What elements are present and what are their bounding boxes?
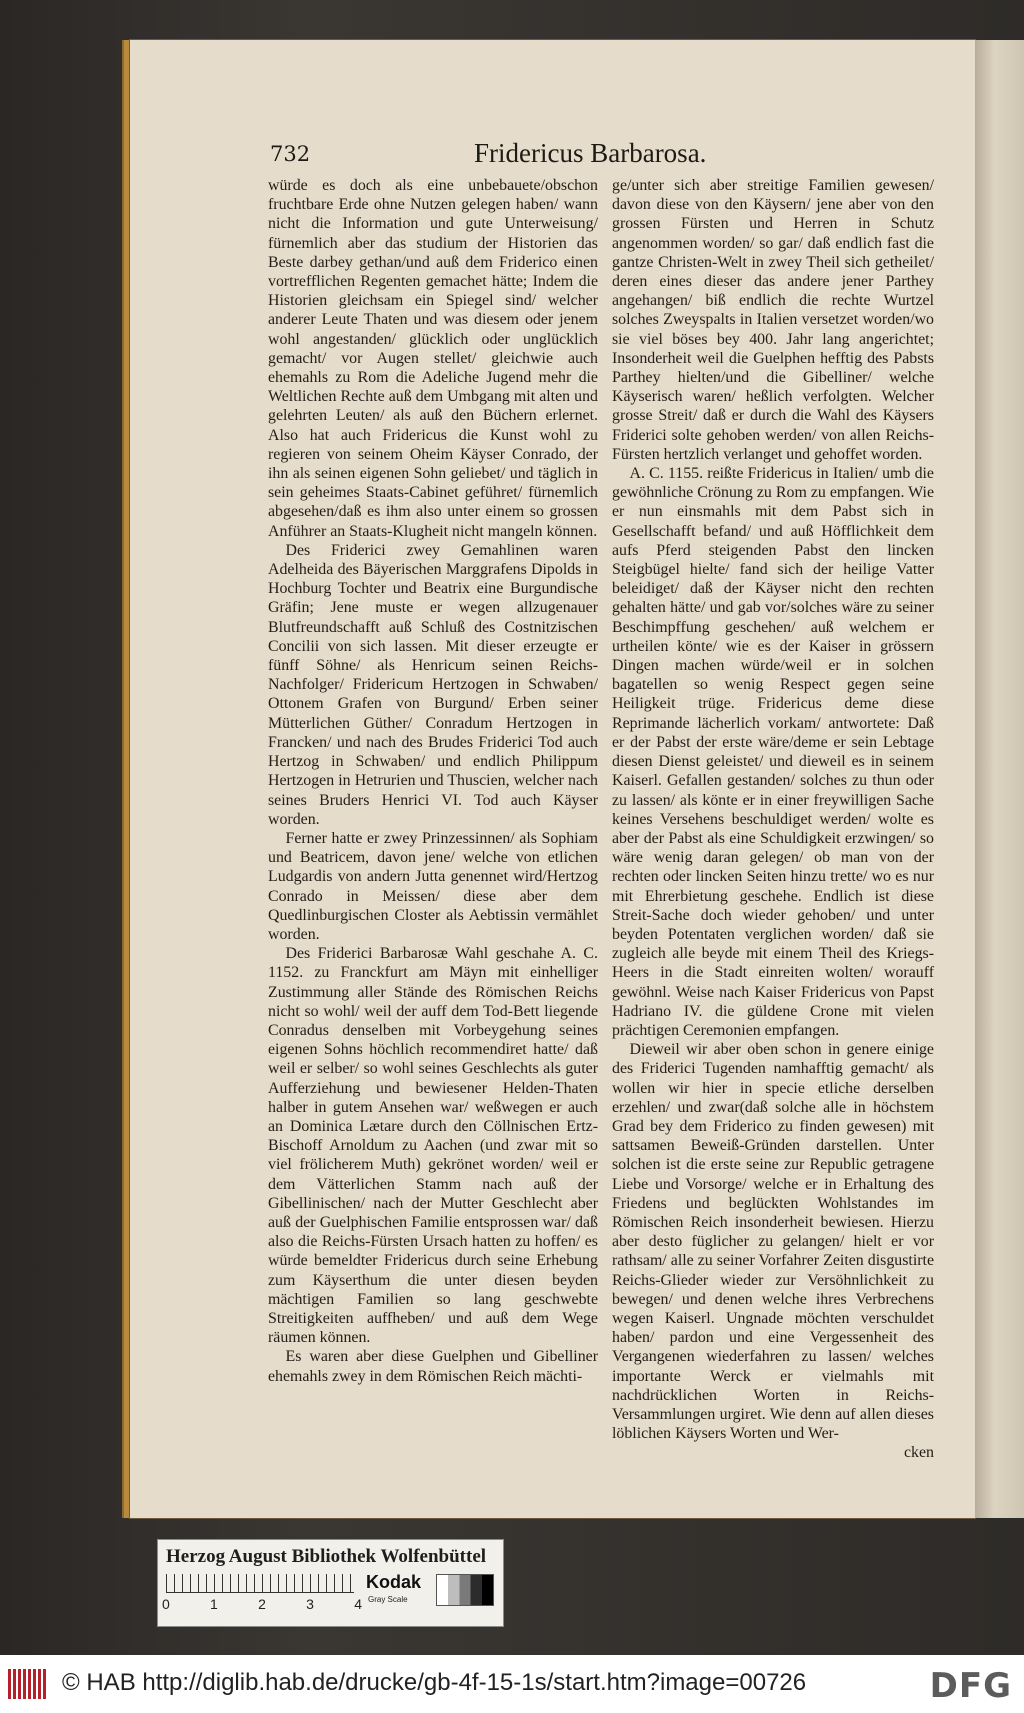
- paragraph: Ferner hatte er zwey Prinzessinnen/ als Sophiam und Beatricem, davon jene/ welche von etlichen Ludgardis von andern Jutta genennet wird/Hertzog Conrado in Meissen/ diese aber dem Quedlinburgischen Closter als Aebtissin vermählet worden.: [268, 829, 598, 943]
- paragraph: Es waren aber diese Guelphen und Gibelliner ehemahls zwey in dem Römischen Reich mächti-: [268, 1348, 598, 1385]
- scale-ruler: [166, 1574, 354, 1593]
- ruler-label: 3: [306, 1596, 314, 1612]
- right-column: [612, 176, 934, 1463]
- kodak-label: Kodak: [366, 1572, 422, 1592]
- ruler-labels: [162, 1596, 362, 1612]
- dfg-logo: DFG: [929, 1666, 1012, 1706]
- library-name: Herzog August Bibliothek Wolfenbüttel: [166, 1546, 487, 1567]
- paragraph: würde es doch als eine unbebauete/obschon fruchtbare Erde ohne Nutzen gelegen haben/ wann nicht die Information und gute Unterweisung/ fürnemlich aber das studium der Historien das Beste darbey gethan/und auß dem Friderico einen vortrefflichen Regenten gemachet hätte; Indem die Historien gleichsam ein Spiegel sind/ welcher anderer Leute Thaten und was diesem oder jenem wohl angestanden/ glücklich oder unglücklich gemacht/ vor Augen stellet/ gleichwie auch ehemahls zu Rom die Adeliche Jugend mehr die Weltlichen Rechte auß dem Umbgang mit alten und gelehrten Leuten/ als auß den Büchern erlernet. Also hat auch Fridericus die Kunst wohl zu regieren von seinem Oheim Käyser Conrado, der ihn als seinen eigenen Sohn geliebet/ und täglich in sein geheimes Staats-Cabinet geführet/ fürnemlich abgesehen/daß es ihm also unter einem so grossen Anführer an Staats-Klugheit nicht mangeln können.: [268, 177, 598, 540]
- left-column: [268, 176, 598, 1386]
- paragraph: ge/unter sich aber streitige Familien gewesen/ davon diese von den Käysern/ jene aber von den grossen Fürsten und Herren in Schutz angenommen worden/ so gar/ daß endlich fast die gantze Christen-Welt in zwey Theil sich getheilet/ deren eines dieser das andere jener Parthey angehangen/ biß endlich die rechte Wurtzel solches Zweyspalts in Italien versetzet worden/wo sie viel böses bey 400. Jahr lang angerichtet; Insonderheit weil die Guelphen hefftig des Pabsts Parthey hielten/und die Gibelliner/ welche Käyserisch waren/ heßlich verfolgten. Welcher grosse Streit/ daß er durch die Wahl des Käysers Friderici solte gehoben werden/ von allen Reichs-Fürsten hertzlich verlanget und gehoffet worden.: [612, 177, 934, 463]
- paragraph: Des Friderici zwey Gemahlinen waren Adelheida des Bäyerischen Marggrafens Dipolds in Hochburg Tochter und Beatrix eine Burgundische Gräfin; Jene muste er wegen allzugenauer Blutfreundschafft auß Schluß des Costnitzischen Concilii von sich lassen. Mit dieser erzeugte er fünff Söhne/ als Henricum seinen Reichs-Nachfolger/ Fridericum Hertzogen in Schwaben/ Ottonem Grafen von Burgund/ Erben seiner Mütterlichen Güther/ Conradum Hertzogen in Francken/ und nach des Brudes Friderici Tod auch Hertzog in Schwaben/ und endlich Philippum Hertzogen in Hetrurien und Thuscien, welcher nach seines Bruders Henrici VI. Tod auch Käyser worden.: [268, 541, 598, 828]
- running-head: [270, 138, 960, 178]
- catchword: cken: [904, 1444, 934, 1462]
- hab-logo-icon: [8, 1669, 48, 1699]
- page-title: Fridericus Barbarosa.: [474, 138, 707, 168]
- footer: [0, 1655, 1024, 1713]
- paragraph: A. C. 1155. reißte Fridericus in Italien/ umb die gewöhnliche Crönung zu Rom zu empfangen. Wie er nun einsmahls mit dem Pabst sich in Gesellschafft befand/ und auß Höfflichkeit dem aufs Pferd steigenden Pabst den lincken Steigbügel hielte/ fand sich der heilige Vatter beleidiget/ daß der Käyser nicht den rechten gehalten hätte/ und gab vor/solches wäre zu seiner Beschimpffung geschehen/ auß welchem er urtheilen könte/ wie es der Kaiser in grössern Dingen machen würde/weil er in solchen bagatellen so wenig Respect gegen seine Heiligkeit trüge. Fridericus deme diese Reprimande lächerlich vorkam/ antwortete: Daß er der Pabst der erste wäre/deme er sein Lebtage diesen Dienst geleistet/ und dieweil es in seinem Kaiserl. Gefallen gestanden/ solches zu thun oder zu lassen/ als könte er in einer freywilligen Sache keines Versehens beschuldiget werden/ wolte es aber der Pabst als eine Schuldigkeit erzwingen/ so wäre wenig daran gelegen/ ob man von der rechten oder lincken Seiten hinzu trette/ wo es nur mit Ehrerbietung geschehe. Endlich ist diese Streit-Sache doch wieder gehoben/ und unter beyden Potentaten verglichen worden/ daß sie zugleich alle beyde mit einem Theil des Kriegs-Heers in die Stadt einreiten wolten/ worauff gewöhnl. Weise nach Kaiser Fridericus von Papst Hadriano IV. die güldene Crone mit vielen prächtigen Ceremonien empfangen.: [612, 465, 934, 1039]
- ruler-label: 0: [162, 1596, 170, 1612]
- paragraph: Dieweil wir aber oben schon in genere einige des Friderici Tugenden namhafftig gemacht/ als wollen wir hier in specie etliche derselben erzehlen/ und zwar(daß solche alle in höchstem Grad bey dem Friderico zu finden gewesen) mit sattsamen Beweiß-Gründen darstellen. Unter solchen ist die erste seine zur Republic getragene Liebe und Vorsorge/ welche er in Erhaltung des Friedens und beglückten Wohlstandes im Römischen Reich insonderheit bewiesen. Hierzu aber desto füglicher zu gelangen/ hielt er vor rathsam/ alle zu seiner Vorfahrer Zeiten disgustirte Reichs-Glieder wieder zur Versöhnlichkeit zu bewegen/ und denen welche ihres Verbrechens wegen Kaiserl. Ungnade möchten verschuldet haben/ pardon und eine Vergessenheit des Vergangenen wiederfahren zu lassen/ welches importante Werck er vielmahls mit nachdrücklichen Worten in Reichs-Versammlungen urgiret. Wie denn auf allen dieses löblichen Käysers Worten und Wer-: [612, 1041, 934, 1443]
- facing-page-edge: [975, 40, 1024, 1518]
- ruler-label: 4: [354, 1596, 362, 1612]
- page-number: 732: [270, 142, 311, 166]
- ruler-label: 1: [210, 1596, 218, 1612]
- ruler-label: 2: [258, 1596, 266, 1612]
- paragraph: Des Friderici Barbarosæ Wahl geschahe A. C. 1152. zu Franckfurt am Mäyn mit einhelliger Zustimmung aller Stände des Römischen Reichs nicht so wohl/ weil der auff dem Tod-Bett liegende Conradus denselben mit Vorbeygehung seines eigenen Sohns höchlich recommendiret hatte/ daß weil er selber/ so wohl seines Geschlechts als guter Aufferziehung und bewiesener Helden-Thaten halber in gutem Ansehen war/ weßwegen er auch an Dominica Lætare durch den Cöllnischen Ertz-Bischoff Arnoldum zu Aachen (und zwar mit so viel frölicherem Muth) gekrönet worden/ weil er dem Vätterlichen Stamm nach auß der Gibellinischen/ nach der Mutter Geschlecht aber auß der Guelphischen Familie entsprossen war/ daß also die Reichs-Fürsten Ursach hatten zu hoffen/ es würde bemeldter Fridericus durch seine Erhebung zum Käyserthum die unter diesen beyden mächtigen Familien so lang geschwebte Streitigkeiten auffheben/ und auß dem Wege räumen können.: [268, 945, 598, 1347]
- credit-link[interactable]: © HAB http://diglib.hab.de/drucke/gb-4f-15-1s/start.htm?image=00726: [62, 1669, 807, 1696]
- color-target-card: [157, 1539, 504, 1627]
- kodak-sublabel: Gray Scale: [368, 1595, 408, 1604]
- gray-scale-bar: [436, 1574, 494, 1606]
